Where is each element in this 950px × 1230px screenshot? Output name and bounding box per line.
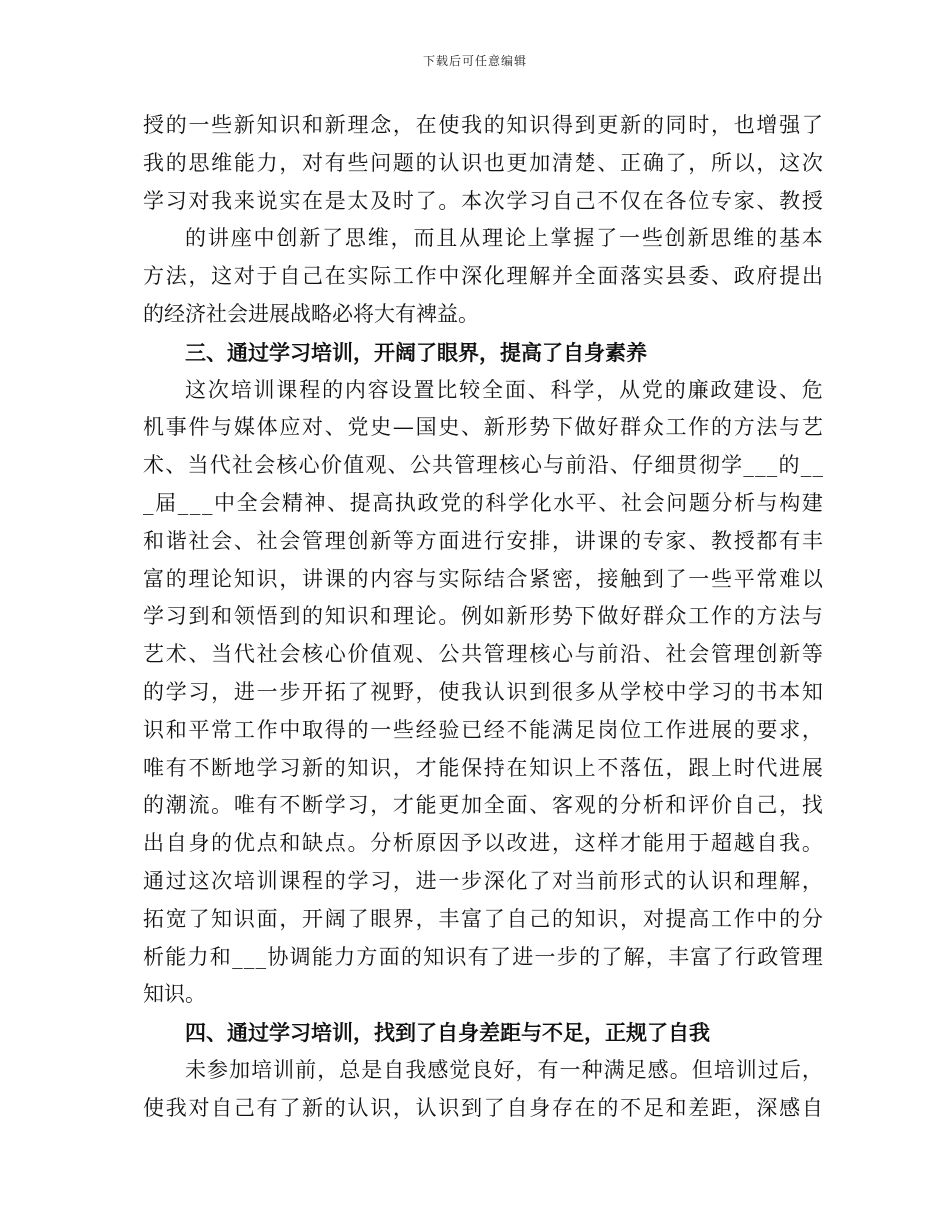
text-line: 通 过 这 次 培 训 课 程 的 学 习 ， 进 一 步 深 化 了 对 当 前 形 式 的 认 识 和 理 解 ， xyxy=(143,868,823,893)
document-body xyxy=(143,107,823,1128)
text-line: 富 的 理 论 知 识 ， 讲 课 的 内 容 与 实 际 结 合 紧 密 ， 接 触 到 了 一 些 平 常 难 以 xyxy=(143,566,823,591)
text-line: 学 习 对 我 来 说 实 在 是 太 及 时 了 。 本 次 学 习 自 己 不 仅 在 各 位 专 家 、 教 授 xyxy=(143,188,823,213)
text-line: 这 次 培 训 课 程 的 内 容 设 置 比 较 全 面 、 科 学 ， 从 党 的 廉 政 建 设 、 危 xyxy=(185,377,823,402)
text-line: 的经济社会进展战略必将大有裨益。 xyxy=(143,301,479,326)
text-line: 的 学 习 ， 进 一 步 开 拓 了 视 野 ， 使 我 认 识 到 很 多 从 学 校 中 学 习 的 书 本 知 xyxy=(143,679,823,704)
text-line: 拓 宽 了 知 识 面 ， 开 阔 了 眼 界 ， 丰 富 了 自 己 的 知 识 ， 对 提 高 工 作 中 的 分 xyxy=(143,906,823,931)
section-heading: 三、通过学习培训，开阔了眼界，提高了自身素养 xyxy=(185,339,647,365)
text-line: 知识。 xyxy=(143,982,206,1007)
text-line: 和 谐 社 会 、 社 会 管 理 创 新 等 方 面 进 行 安 排 ， 讲 课 的 专 家 、 教 授 都 有 丰 xyxy=(143,528,823,553)
text-line: _ 届 _ _ _ 中 全 会 精 神 、 提 高 执 政 党 的 科 学 化 水 平 、 社 会 问 题 分 析 与 构 建 xyxy=(143,490,823,515)
text-line: 的 讲 座 中 创 新 了 思 维 ， 而 且 从 理 论 上 掌 握 了 一 些 创 新 思 维 的 基 本 xyxy=(185,226,823,251)
section-heading: 四、通过学习培训，找到了自身差距与不足，正规了自我 xyxy=(185,1020,710,1046)
text-line: 方 法 ， 这 对 于 自 己 在 实 际 工 作 中 深 化 理 解 并 全 面 落 实 县 委 、 政 府 提 出 xyxy=(143,264,823,289)
text-line: 未 参 加 培 训 前 ， 总 是 自 我 感 觉 良 好 ， 有 一 种 满 足 感 。 但 培 训 过 后 ， xyxy=(185,1057,823,1082)
text-line: 我 的 思 维 能 力 ， 对 有 些 问 题 的 认 识 也 更 加 清 楚 、 正 确 了 ， 所 以 ， 这 次 xyxy=(143,150,823,175)
page-header: 下载后可任意编辑 xyxy=(422,54,527,68)
text-line: 学 习 到 和 领 悟 到 的 知 识 和 理 论 。 例 如 新 形 势 下 做 好 群 众 工 作 的 方 法 与 xyxy=(143,604,823,629)
text-line: 使 我 对 自 己 有 了 新 的 认 识 ， 认 识 到 了 自 身 存 在 的 不 足 和 差 距 ， 深 感 自 xyxy=(143,1095,823,1120)
text-line: 术 、 当 代 社 会 核 心 价 值 观 、 公 共 管 理 核 心 与 前 沿 、 仔 细 贯 彻 学 _ _ _ 的 _ _ xyxy=(143,453,823,478)
text-line: 艺 术 、 当 代 社 会 核 心 价 值 观 、 公 共 管 理 核 心 与 前 沿 、 社 会 管 理 创 新 等 xyxy=(143,642,823,667)
text-line: 的 潮 流 。 唯 有 不 断 学 习 ， 才 能 更 加 全 面 、 客 观 的 分 析 和 评 价 自 己 ， 找 xyxy=(143,793,823,818)
text-line: 出 自 身 的 优 点 和 缺 点 。 分 析 原 因 予 以 改 进 ， 这 样 才 能 用 于 超 越 自 我 。 xyxy=(143,831,823,856)
text-line: 析 能 力 和 _ _ _ 协 调 能 力 方 面 的 知 识 有 了 进 一 步 的 了 解 ， 丰 富 了 行 政 管 理 xyxy=(143,944,823,969)
text-line: 唯 有 不 断 地 学 习 新 的 知 识 ， 才 能 保 持 在 知 识 上 不 落 伍 ， 跟 上 时 代 进 展 xyxy=(143,755,823,780)
text-line: 识 和 平 常 工 作 中 取 得 的 一 些 经 验 已 经 不 能 满 足 岗 位 工 作 进 展 的 要 求 ， xyxy=(143,717,823,742)
text-line: 机 事 件 与 媒 体 应 对 、 党 史 — 国 史 、 新 形 势 下 做 好 群 众 工 作 的 方 法 与 艺 xyxy=(143,415,823,440)
text-line: 授 的 一 些 新 知 识 和 新 理 念 ， 在 使 我 的 知 识 得 到 更 新 的 同 时 ， 也 增 强 了 xyxy=(143,113,823,137)
